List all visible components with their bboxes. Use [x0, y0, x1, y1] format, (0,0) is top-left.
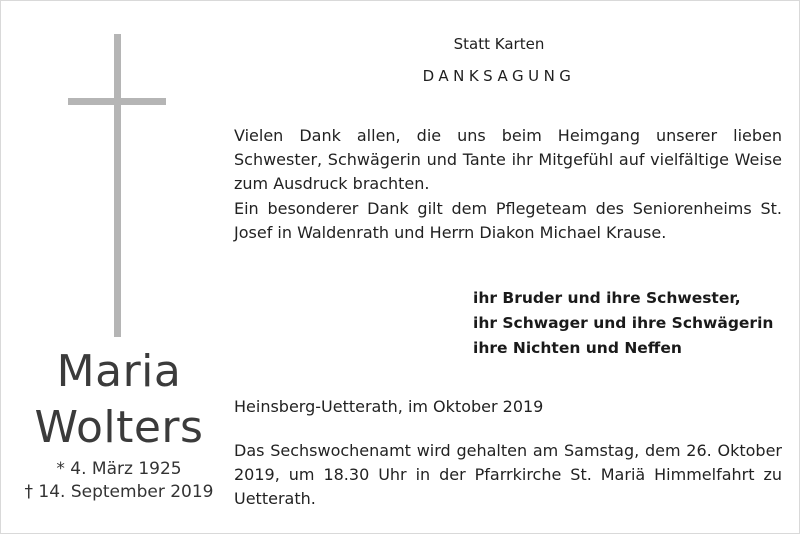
family-signature: [473, 286, 773, 361]
kicker-text: Statt Karten: [453, 35, 545, 53]
thanks-paragraph: Vielen Dank allen, die uns beim Heimgang unserer lieben Schwester, Schwägerin und Tante ihr Mitgefühl auf vielfältige Weise zum Ausdruck brachten.: [234, 126, 782, 193]
family-line: ihre Nichten und Neffen: [473, 339, 682, 357]
family-line: ihr Bruder und ihre Schwester,: [473, 289, 741, 307]
deceased-last-name: Wolters: [34, 402, 204, 453]
service-note: Das Sechswochenamt wird gehalten am Samstag, dem 26. Oktober 2019, um 18.30 Uhr in der Pfarrkirche St. Mariä Himmelfahrt zu Uetterath.: [234, 441, 782, 508]
special-thanks-paragraph: Ein besonderer Dank gilt dem Pflegeteam des Seniorenheims St. Josef in Waldenrath und Herrn Diakon Michael Krause.: [234, 199, 782, 242]
place-and-date: Heinsberg-Uetterath, im Oktober 2019: [234, 397, 544, 416]
family-line: ihr Schwager und ihre Schwägerin: [473, 314, 774, 332]
death-date: † 14. September 2019: [24, 482, 214, 502]
deceased-first-name: Maria: [56, 346, 182, 397]
birth-date: * 4. März 1925: [56, 459, 182, 479]
cross-vertical-bar: [114, 34, 121, 337]
page-title: DANKSAGUNG: [422, 67, 576, 85]
cross-horizontal-bar: [68, 98, 166, 105]
